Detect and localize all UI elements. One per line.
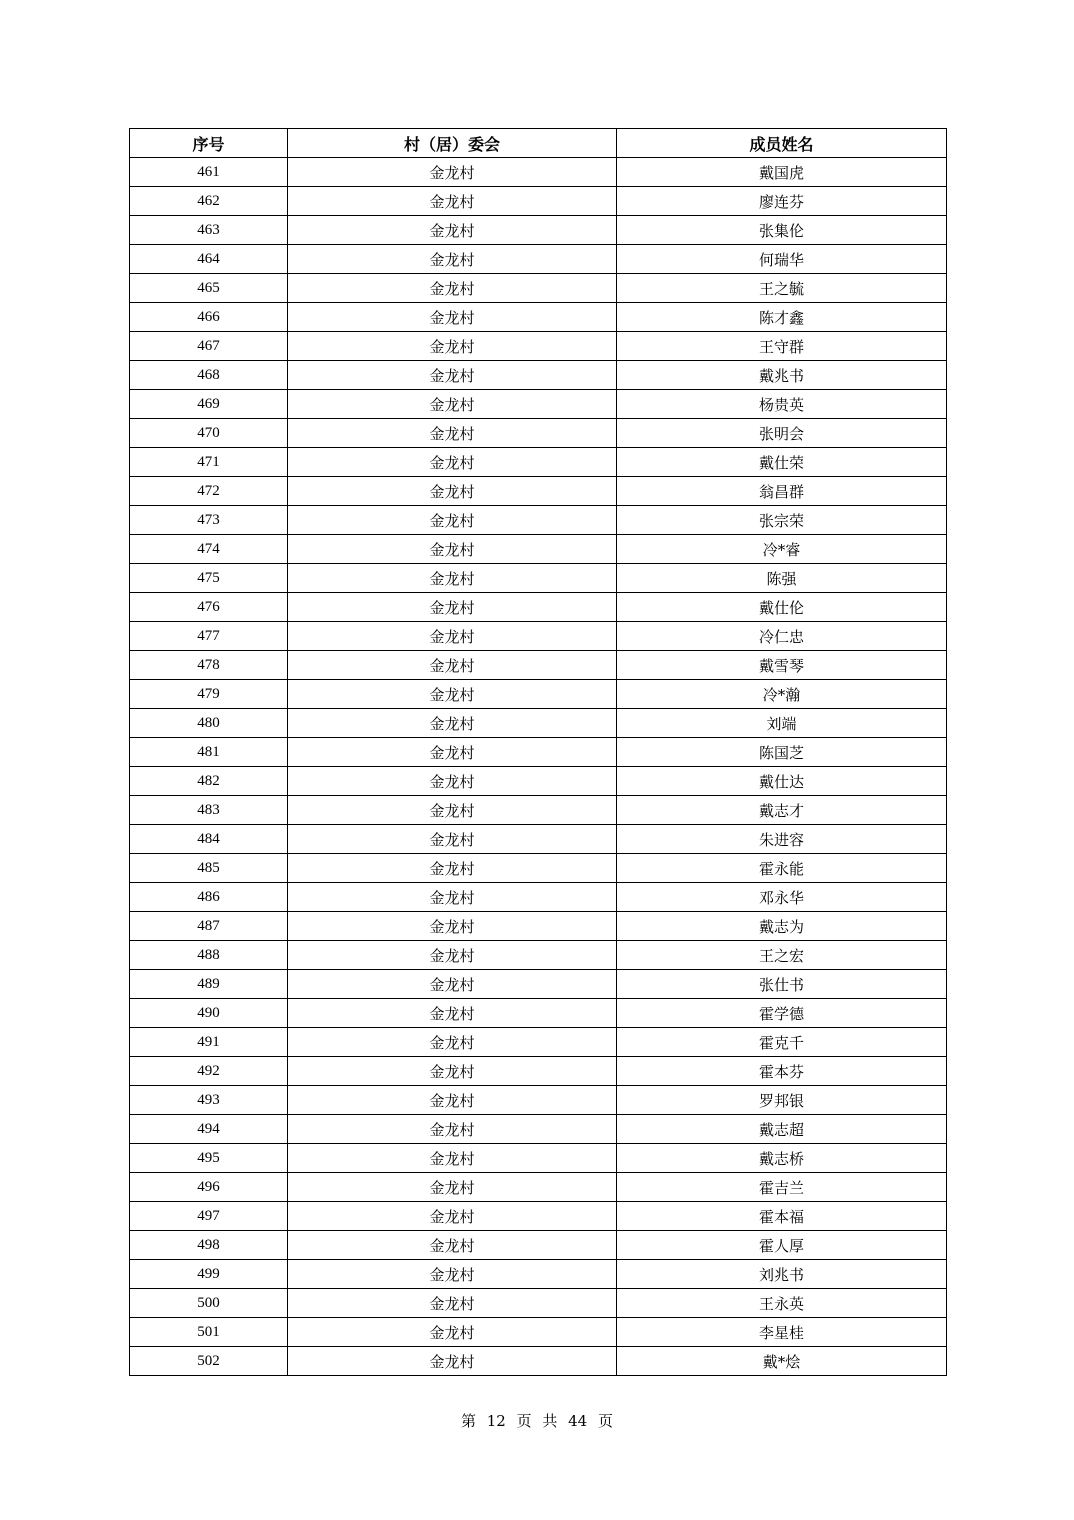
cell-index: 491 [130,1028,288,1057]
cell-committee: 金龙村 [288,651,617,680]
cell-committee: 金龙村 [288,1115,617,1144]
cell-index: 485 [130,854,288,883]
table-row [130,419,947,448]
cell-committee: 金龙村 [288,216,617,245]
cell-index: 480 [130,709,288,738]
cell-index: 500 [130,1289,288,1318]
table-row [130,506,947,535]
cell-member-name: 陈国芝 [617,738,947,767]
cell-member-name: 霍永能 [617,854,947,883]
cell-member-name: 戴*烩 [617,1347,947,1376]
cell-member-name: 杨贵英 [617,390,947,419]
cell-index: 499 [130,1260,288,1289]
cell-committee: 金龙村 [288,564,617,593]
cell-committee: 金龙村 [288,506,617,535]
cell-index: 502 [130,1347,288,1376]
cell-member-name: 陈才鑫 [617,303,947,332]
cell-committee: 金龙村 [288,709,617,738]
cell-index: 490 [130,999,288,1028]
cell-member-name: 邓永华 [617,883,947,912]
member-table [129,128,947,1376]
cell-member-name: 廖连芬 [617,187,947,216]
cell-member-name: 王之毓 [617,274,947,303]
cell-committee: 金龙村 [288,1086,617,1115]
table-row [130,390,947,419]
cell-committee: 金龙村 [288,970,617,999]
cell-member-name: 李星桂 [617,1318,947,1347]
table-body [130,158,947,1376]
cell-index: 477 [130,622,288,651]
cell-member-name: 何瑞华 [617,245,947,274]
cell-index: 463 [130,216,288,245]
cell-committee: 金龙村 [288,941,617,970]
cell-committee: 金龙村 [288,767,617,796]
table-row [130,970,947,999]
cell-member-name: 霍吉兰 [617,1173,947,1202]
cell-index: 495 [130,1144,288,1173]
cell-committee: 金龙村 [288,361,617,390]
table-row [130,216,947,245]
cell-index: 482 [130,767,288,796]
table-row [130,1115,947,1144]
cell-index: 465 [130,274,288,303]
cell-committee: 金龙村 [288,332,617,361]
table-row [130,158,947,187]
cell-committee: 金龙村 [288,1260,617,1289]
table-row [130,245,947,274]
table-row [130,1318,947,1347]
table-row [130,912,947,941]
table-row [130,883,947,912]
cell-committee: 金龙村 [288,274,617,303]
cell-committee: 金龙村 [288,245,617,274]
table-row [130,796,947,825]
cell-index: 481 [130,738,288,767]
table-row [130,361,947,390]
cell-index: 478 [130,651,288,680]
cell-committee: 金龙村 [288,1173,617,1202]
cell-index: 494 [130,1115,288,1144]
cell-index: 468 [130,361,288,390]
column-header-member-name: 成员姓名 [617,129,947,158]
cell-committee: 金龙村 [288,912,617,941]
cell-member-name: 张集伦 [617,216,947,245]
page-footer: 第 12 页 共 44 页 [460,1412,613,1430]
table-row [130,709,947,738]
table-row [130,651,947,680]
table-row [130,1086,947,1115]
cell-member-name: 张仕书 [617,970,947,999]
cell-index: 489 [130,970,288,999]
cell-committee: 金龙村 [288,1231,617,1260]
table-row [130,332,947,361]
cell-index: 469 [130,390,288,419]
column-header-index: 序号 [130,129,288,158]
cell-committee: 金龙村 [288,477,617,506]
cell-member-name: 翁昌群 [617,477,947,506]
cell-index: 479 [130,680,288,709]
table-row [130,1260,947,1289]
cell-committee: 金龙村 [288,158,617,187]
cell-committee: 金龙村 [288,1347,617,1376]
cell-index: 501 [130,1318,288,1347]
cell-committee: 金龙村 [288,535,617,564]
cell-committee: 金龙村 [288,1057,617,1086]
cell-index: 470 [130,419,288,448]
cell-committee: 金龙村 [288,883,617,912]
table-row [130,1144,947,1173]
cell-member-name: 王永英 [617,1289,947,1318]
cell-committee: 金龙村 [288,419,617,448]
cell-index: 471 [130,448,288,477]
cell-member-name: 戴兆书 [617,361,947,390]
table-row [130,1173,947,1202]
cell-index: 474 [130,535,288,564]
table-row [130,622,947,651]
cell-committee: 金龙村 [288,1289,617,1318]
cell-member-name: 戴仕伦 [617,593,947,622]
table-row [130,593,947,622]
cell-member-name: 霍本芬 [617,1057,947,1086]
cell-member-name: 戴志为 [617,912,947,941]
cell-index: 498 [130,1231,288,1260]
cell-index: 476 [130,593,288,622]
cell-index: 488 [130,941,288,970]
cell-member-name: 刘端 [617,709,947,738]
cell-member-name: 冷*睿 [617,535,947,564]
table-row [130,1028,947,1057]
cell-member-name: 霍本福 [617,1202,947,1231]
cell-committee: 金龙村 [288,303,617,332]
cell-index: 475 [130,564,288,593]
cell-member-name: 戴志才 [617,796,947,825]
cell-committee: 金龙村 [288,825,617,854]
table-row [130,274,947,303]
header-row [130,129,947,158]
table-row [130,941,947,970]
cell-index: 496 [130,1173,288,1202]
cell-index: 473 [130,506,288,535]
cell-member-name: 张宗荣 [617,506,947,535]
cell-index: 464 [130,245,288,274]
cell-committee: 金龙村 [288,854,617,883]
table-row [130,1347,947,1376]
cell-committee: 金龙村 [288,1202,617,1231]
cell-committee: 金龙村 [288,187,617,216]
cell-committee: 金龙村 [288,999,617,1028]
cell-index: 462 [130,187,288,216]
cell-committee: 金龙村 [288,593,617,622]
cell-committee: 金龙村 [288,796,617,825]
cell-committee: 金龙村 [288,1318,617,1347]
column-header-committee: 村（居）委会 [288,129,617,158]
cell-member-name: 冷*瀚 [617,680,947,709]
cell-member-name: 王之宏 [617,941,947,970]
table-row [130,1231,947,1260]
cell-member-name: 陈强 [617,564,947,593]
table-row [130,1202,947,1231]
cell-committee: 金龙村 [288,390,617,419]
cell-index: 483 [130,796,288,825]
cell-member-name: 戴仕达 [617,767,947,796]
cell-member-name: 王守群 [617,332,947,361]
cell-member-name: 霍学德 [617,999,947,1028]
cell-member-name: 霍人厚 [617,1231,947,1260]
cell-index: 487 [130,912,288,941]
cell-index: 467 [130,332,288,361]
cell-member-name: 戴仕荣 [617,448,947,477]
cell-member-name: 刘兆书 [617,1260,947,1289]
cell-index: 497 [130,1202,288,1231]
cell-member-name: 霍克千 [617,1028,947,1057]
cell-committee: 金龙村 [288,738,617,767]
cell-committee: 金龙村 [288,680,617,709]
cell-member-name: 戴雪琴 [617,651,947,680]
table-header [130,129,947,158]
cell-committee: 金龙村 [288,1144,617,1173]
table-row [130,680,947,709]
table-row [130,303,947,332]
table-row [130,448,947,477]
table-row [130,738,947,767]
table-row [130,1289,947,1318]
cell-member-name: 朱进容 [617,825,947,854]
table-row [130,1057,947,1086]
cell-member-name: 戴志桥 [617,1144,947,1173]
table-row [130,564,947,593]
cell-index: 466 [130,303,288,332]
cell-index: 461 [130,158,288,187]
cell-index: 486 [130,883,288,912]
table-row [130,187,947,216]
cell-member-name: 张明会 [617,419,947,448]
cell-committee: 金龙村 [288,622,617,651]
table-row [130,825,947,854]
cell-member-name: 戴志超 [617,1115,947,1144]
table-row [130,854,947,883]
cell-index: 472 [130,477,288,506]
cell-member-name: 罗邦银 [617,1086,947,1115]
cell-member-name: 戴国虎 [617,158,947,187]
cell-index: 493 [130,1086,288,1115]
cell-index: 484 [130,825,288,854]
table-row [130,535,947,564]
table-row [130,477,947,506]
cell-committee: 金龙村 [288,1028,617,1057]
table-row [130,999,947,1028]
cell-committee: 金龙村 [288,448,617,477]
table-row [130,767,947,796]
cell-index: 492 [130,1057,288,1086]
cell-member-name: 冷仁忠 [617,622,947,651]
